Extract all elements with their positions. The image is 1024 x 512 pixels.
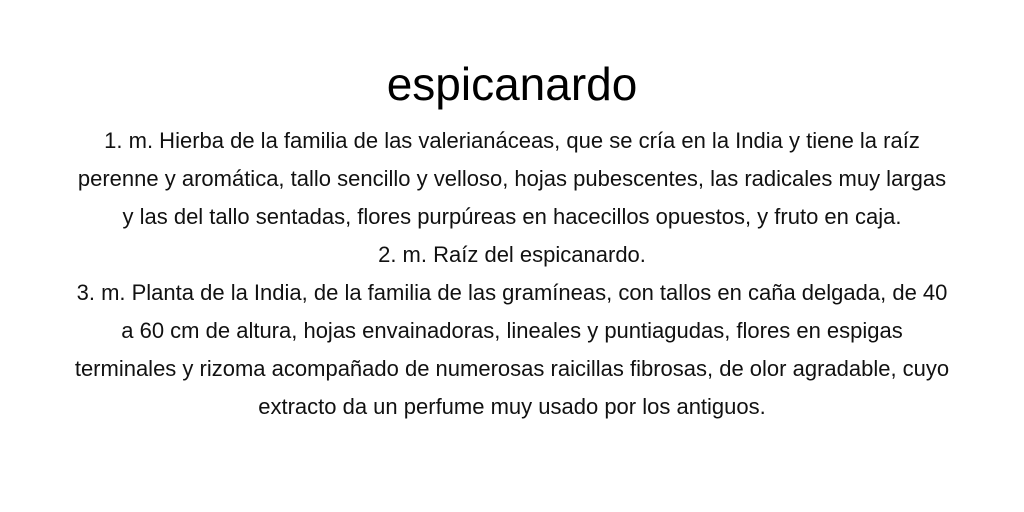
definitions-list bbox=[70, 122, 954, 426]
headword: espicanardo bbox=[386, 58, 638, 110]
definition-2: 2. m. Raíz del espicanardo. bbox=[378, 242, 646, 267]
definition-1: 1. m. Hierba de la familia de las valerianáceas, que se cría en la India y tiene la raíz perenne y aromática, tallo sencillo y velloso, hojas pubescentes, las radicales muy largas y las del tallo sentadas, flores purpúreas en hacecillos opuestos, y fruto en caja. bbox=[77, 128, 947, 229]
definition-3: 3. m. Planta de la India, de la familia de las gramíneas, con tallos en caña delgada, de 40 a 60 cm de altura, hojas envainadoras, lineales y puntiagudas, flores en espigas terminales y rizoma acompañado de numerosas raicillas fibrosas, de olor agradable, cuyo extracto da un perfume muy usado por los antiguos. bbox=[74, 280, 950, 419]
